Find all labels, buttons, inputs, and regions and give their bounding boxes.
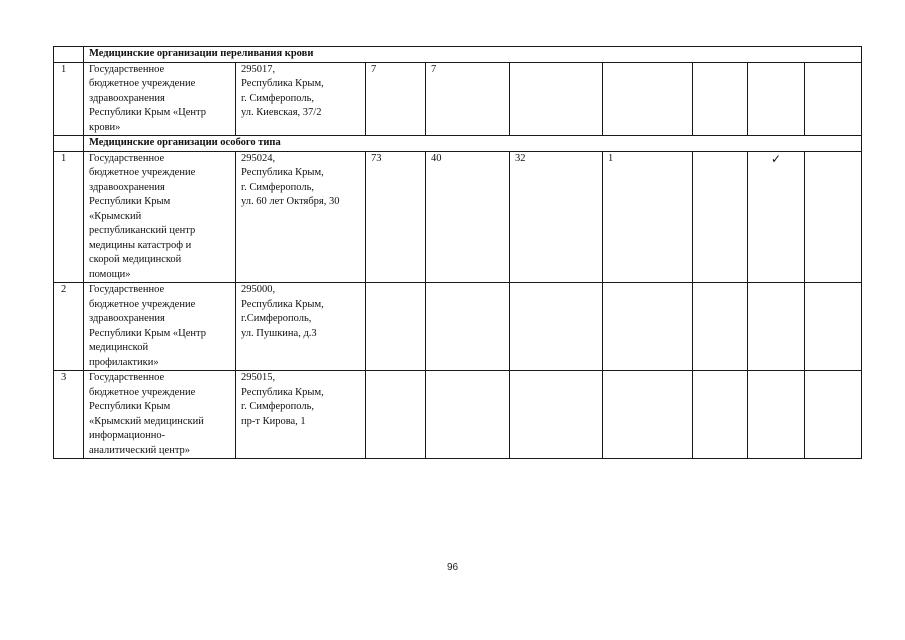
section-header-row <box>54 136 862 152</box>
section-num-cell <box>54 136 84 152</box>
org-name-cell <box>84 283 236 371</box>
address-cell <box>236 62 366 136</box>
org-address: 295024, Республика Крым, г. Симферополь, ул. 60 лет Октября, 30 <box>241 152 340 207</box>
section-title: Медицинские организации особого типа <box>84 136 862 152</box>
address-cell <box>236 371 366 459</box>
org-name: Государственное бюджетное учреждение здравоохранения Республики Крым «Крымский республиканский центр медицины катастроф и скорой медицинской помощи» <box>89 152 196 280</box>
page-number: 96 <box>446 562 459 573</box>
row-number: 2 <box>54 283 84 371</box>
value-cell <box>510 283 603 371</box>
value-cell <box>426 283 510 371</box>
value-cell <box>603 62 693 136</box>
value-cell: 32 <box>510 151 603 283</box>
check-cell: ✓ <box>748 151 805 283</box>
value-cell: 40 <box>426 151 510 283</box>
org-address: 295000, Республика Крым, г.Симферополь, ул. Пушкина, д.3 <box>241 284 324 339</box>
org-name-cell <box>84 151 236 283</box>
value-cell <box>603 283 693 371</box>
value-cell <box>805 371 862 459</box>
org-address: 295017, Республика Крым, г. Симферополь, ул. Киевская, 37/2 <box>241 63 324 118</box>
table-body <box>54 47 862 459</box>
check-cell <box>748 283 805 371</box>
table-row <box>54 151 862 283</box>
value-cell <box>426 371 510 459</box>
value-cell: 7 <box>366 62 426 136</box>
org-name: Государственное бюджетное учреждение здравоохранения Республики Крым «Центр крови» <box>89 63 206 133</box>
value-cell <box>693 283 748 371</box>
check-cell <box>748 371 805 459</box>
value-cell <box>510 371 603 459</box>
value-cell <box>693 371 748 459</box>
org-name-cell <box>84 371 236 459</box>
row-number: 1 <box>54 151 84 283</box>
value-cell <box>805 283 862 371</box>
row-number: 1 <box>54 62 84 136</box>
value-cell <box>693 62 748 136</box>
value-cell <box>510 62 603 136</box>
value-cell <box>603 371 693 459</box>
section-num-cell <box>54 47 84 63</box>
table-row <box>54 283 862 371</box>
value-cell <box>805 151 862 283</box>
value-cell: 73 <box>366 151 426 283</box>
row-number: 3 <box>54 371 84 459</box>
address-cell <box>236 283 366 371</box>
value-cell <box>366 283 426 371</box>
org-name: Государственное бюджетное учреждение здравоохранения Республики Крым «Центр медицинской профилактики» <box>89 284 206 368</box>
value-cell <box>366 371 426 459</box>
address-cell <box>236 151 366 283</box>
org-name-cell <box>84 62 236 136</box>
facilities-table <box>53 46 862 459</box>
value-cell: 7 <box>426 62 510 136</box>
section-title: Медицинские организации переливания крови <box>84 47 862 63</box>
section-header-row <box>54 47 862 63</box>
value-cell <box>693 151 748 283</box>
table-row <box>54 371 862 459</box>
org-address: 295015, Республика Крым, г. Симферополь, пр-т Кирова, 1 <box>241 372 324 427</box>
table-row <box>54 62 862 136</box>
value-cell <box>805 62 862 136</box>
check-cell <box>748 62 805 136</box>
value-cell: 1 <box>603 151 693 283</box>
org-name: Государственное бюджетное учреждение Республики Крым «Крымский медицинский информационно- аналитический центр» <box>89 372 204 456</box>
